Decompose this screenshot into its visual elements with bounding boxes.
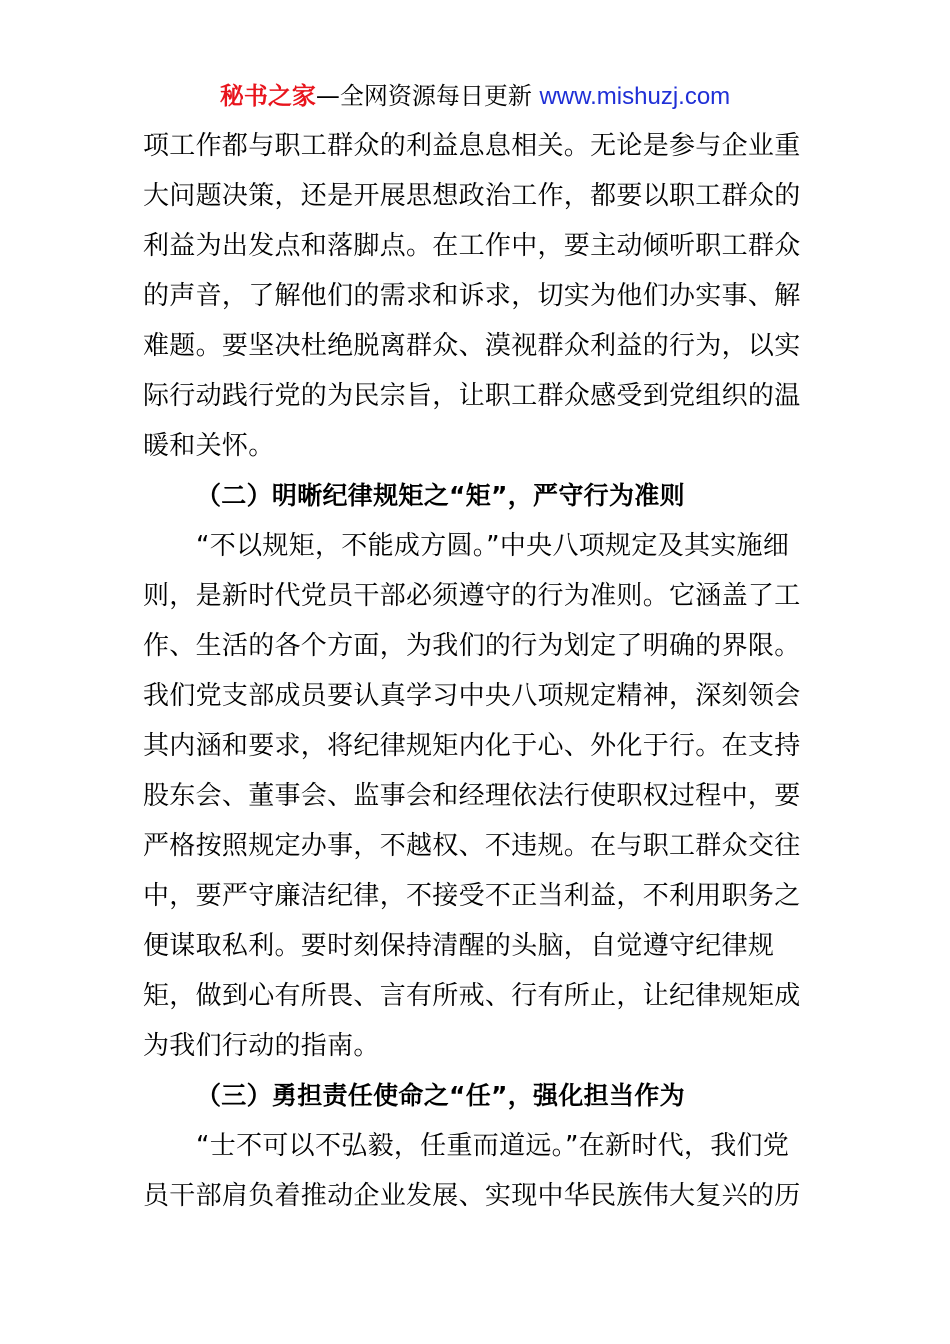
body-line: 际行动践行党的为民宗旨，让职工群众感受到党组织的温 — [143, 381, 801, 411]
body-line: 暖和关怀。 — [143, 431, 275, 461]
body-line: 中，要严守廉洁纪律，不接受不正当利益，不利用职务之 — [143, 881, 801, 911]
body-line: 的声音，了解他们的需求和诉求，切实为他们办实事、解 — [143, 281, 801, 311]
body-line: 股东会、董事会、监事会和经理依法行使职权过程中，要 — [143, 781, 801, 811]
body-line: 员干部肩负着推动企业发展、实现中华民族伟大复兴的历 — [143, 1181, 801, 1211]
body-line: 大问题决策，还是开展思想政治工作，都要以职工群众的 — [143, 181, 801, 211]
body-line: 矩，做到心有所畏、言有所戒、行有所止，让纪律规矩成 — [143, 981, 801, 1011]
section-heading: （三）勇担责任使命之“任”，强化担当作为 — [196, 1081, 685, 1110]
body-line: 便谋取私利。要时刻保持清醒的头脑，自觉遵守纪律规 — [143, 931, 775, 961]
body-line: 其内涵和要求，将纪律规矩内化于心、外化于行。在支持 — [143, 731, 801, 761]
body-line: 则，是新时代党员干部必须遵守的行为准则。它涵盖了工 — [143, 581, 801, 611]
site-tagline: —全网资源每日更新 — [315, 82, 532, 110]
site-url-link[interactable]: www.mishuzj.com — [539, 83, 731, 110]
body-line: 作、生活的各个方面，为我们的行为划定了明确的界限。 — [143, 631, 801, 661]
body-line: “不以规矩，不能成方圆。”中央八项规定及其实施细 — [196, 531, 790, 561]
body-line: 我们党支部成员要认真学习中央八项规定精神，深刻领会 — [143, 681, 801, 711]
body-line: “士不可以不弘毅，任重而道远。”在新时代，我们党 — [196, 1131, 790, 1161]
section-heading: （二）明晰纪律规矩之“矩”，严守行为准则 — [196, 481, 685, 510]
body-line: 利益为出发点和落脚点。在工作中，要主动倾听职工群众 — [143, 231, 801, 261]
body-line: 难题。要坚决杜绝脱离群众、漠视群众利益的行为，以实 — [143, 331, 801, 361]
site-header — [0, 80, 950, 113]
body-line: 严格按照规定办事，不越权、不违规。在与职工群众交往 — [143, 831, 801, 861]
site-brand: 秘书之家 — [219, 82, 316, 110]
body-line: 为我们行动的指南。 — [143, 1031, 380, 1061]
body-line: 项工作都与职工群众的利益息息相关。无论是参与企业重 — [143, 131, 801, 161]
